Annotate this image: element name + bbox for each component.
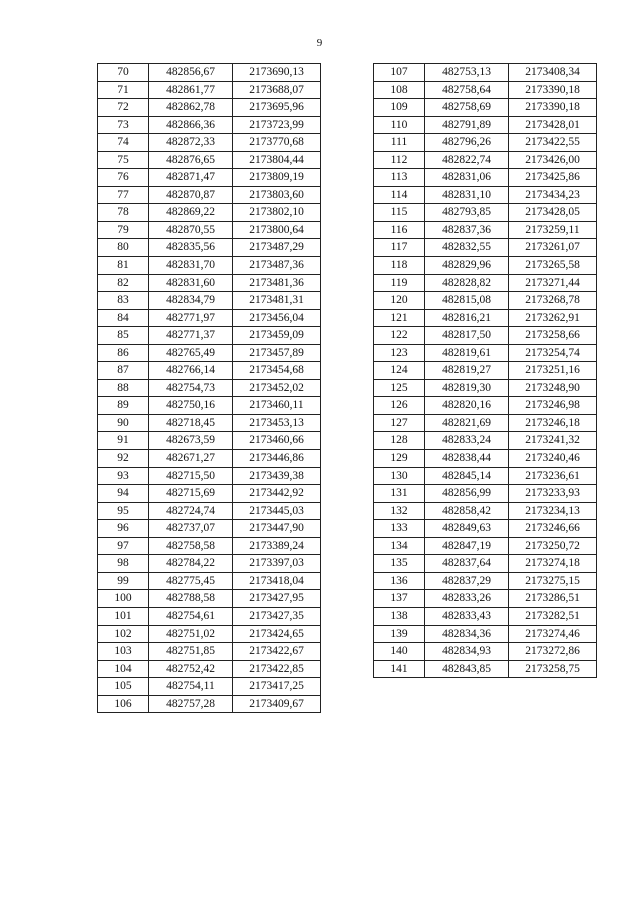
x-coordinate-cell: 482837,29: [425, 572, 509, 590]
table-row: [98, 204, 321, 222]
x-coordinate-cell: 482724,74: [149, 502, 233, 520]
point-number-cell: 89: [98, 397, 149, 415]
point-number-cell: 141: [374, 660, 425, 678]
x-coordinate-cell: 482819,30: [425, 379, 509, 397]
point-number-cell: 106: [98, 695, 149, 713]
table-row: [98, 379, 321, 397]
y-coordinate-cell: 2173265,58: [509, 257, 597, 275]
table-row: [374, 625, 597, 643]
table-row: [374, 643, 597, 661]
point-number-cell: 128: [374, 432, 425, 450]
x-coordinate-cell: 482833,24: [425, 432, 509, 450]
y-coordinate-cell: 2173426,00: [509, 151, 597, 169]
x-coordinate-cell: 482819,27: [425, 362, 509, 380]
point-number-cell: 138: [374, 607, 425, 625]
point-number-cell: 85: [98, 327, 149, 345]
x-coordinate-cell: 482715,69: [149, 485, 233, 503]
y-coordinate-cell: 2173809,19: [233, 169, 321, 187]
table-row: [374, 151, 597, 169]
table-row: [98, 467, 321, 485]
y-coordinate-cell: 2173422,55: [509, 134, 597, 152]
point-number-cell: 112: [374, 151, 425, 169]
x-coordinate-cell: 482831,60: [149, 274, 233, 292]
point-number-cell: 124: [374, 362, 425, 380]
coordinates-table-left: [97, 63, 321, 713]
table-row: [98, 643, 321, 661]
table-row: [374, 344, 597, 362]
y-coordinate-cell: 2173236,61: [509, 467, 597, 485]
table-row: [98, 257, 321, 275]
table-row: [98, 432, 321, 450]
y-coordinate-cell: 2173460,66: [233, 432, 321, 450]
table-row: [374, 134, 597, 152]
table-row: [98, 572, 321, 590]
x-coordinate-cell: 482671,27: [149, 450, 233, 468]
x-coordinate-cell: 482858,42: [425, 502, 509, 520]
point-number-cell: 109: [374, 99, 425, 117]
x-coordinate-cell: 482819,61: [425, 344, 509, 362]
point-number-cell: 76: [98, 169, 149, 187]
point-number-cell: 118: [374, 257, 425, 275]
x-coordinate-cell: 482751,85: [149, 643, 233, 661]
point-number-cell: 70: [98, 64, 149, 82]
point-number-cell: 125: [374, 379, 425, 397]
table-row: [374, 169, 597, 187]
y-coordinate-cell: 2173390,18: [509, 99, 597, 117]
y-coordinate-cell: 2173481,31: [233, 292, 321, 310]
x-coordinate-cell: 482737,07: [149, 520, 233, 538]
x-coordinate-cell: 482766,14: [149, 362, 233, 380]
point-number-cell: 98: [98, 555, 149, 573]
y-coordinate-cell: 2173240,46: [509, 450, 597, 468]
point-number-cell: 120: [374, 292, 425, 310]
x-coordinate-cell: 482834,36: [425, 625, 509, 643]
table-row: [374, 502, 597, 520]
x-coordinate-cell: 482870,87: [149, 186, 233, 204]
point-number-cell: 123: [374, 344, 425, 362]
point-number-cell: 136: [374, 572, 425, 590]
table-row: [98, 169, 321, 187]
x-coordinate-cell: 482837,36: [425, 221, 509, 239]
table-row: [98, 537, 321, 555]
y-coordinate-cell: 2173695,96: [233, 99, 321, 117]
table-row: [98, 520, 321, 538]
x-coordinate-cell: 482793,85: [425, 204, 509, 222]
y-coordinate-cell: 2173422,85: [233, 660, 321, 678]
y-coordinate-cell: 2173800,64: [233, 221, 321, 239]
y-coordinate-cell: 2173481,36: [233, 274, 321, 292]
x-coordinate-cell: 482833,43: [425, 607, 509, 625]
table-row: [98, 274, 321, 292]
x-coordinate-cell: 482861,77: [149, 81, 233, 99]
y-coordinate-cell: 2173262,91: [509, 309, 597, 327]
table-row: [98, 590, 321, 608]
y-coordinate-cell: 2173447,90: [233, 520, 321, 538]
x-coordinate-cell: 482715,50: [149, 467, 233, 485]
y-coordinate-cell: 2173248,90: [509, 379, 597, 397]
table-row: [98, 327, 321, 345]
table-row: [374, 81, 597, 99]
y-coordinate-cell: 2173258,75: [509, 660, 597, 678]
point-number-cell: 122: [374, 327, 425, 345]
y-coordinate-cell: 2173442,92: [233, 485, 321, 503]
table-row: [374, 274, 597, 292]
table-row: [98, 186, 321, 204]
point-number-cell: 139: [374, 625, 425, 643]
table-row: [98, 362, 321, 380]
y-coordinate-cell: 2173275,15: [509, 572, 597, 590]
x-coordinate-cell: 482829,96: [425, 257, 509, 275]
y-coordinate-cell: 2173428,01: [509, 116, 597, 134]
y-coordinate-cell: 2173427,95: [233, 590, 321, 608]
table-row: [98, 309, 321, 327]
table-row: [98, 64, 321, 82]
point-number-cell: 84: [98, 309, 149, 327]
point-number-cell: 81: [98, 257, 149, 275]
table-row: [374, 537, 597, 555]
table-row: [374, 467, 597, 485]
point-number-cell: 108: [374, 81, 425, 99]
y-coordinate-cell: 2173446,86: [233, 450, 321, 468]
point-number-cell: 135: [374, 555, 425, 573]
x-coordinate-cell: 482796,26: [425, 134, 509, 152]
x-coordinate-cell: 482832,55: [425, 239, 509, 257]
table-row: [374, 99, 597, 117]
y-coordinate-cell: 2173272,86: [509, 643, 597, 661]
x-coordinate-cell: 482856,67: [149, 64, 233, 82]
y-coordinate-cell: 2173286,51: [509, 590, 597, 608]
point-number-cell: 93: [98, 467, 149, 485]
point-number-cell: 113: [374, 169, 425, 187]
table-row: [98, 292, 321, 310]
y-coordinate-cell: 2173282,51: [509, 607, 597, 625]
table-row: [374, 572, 597, 590]
table-row: [374, 397, 597, 415]
point-number-cell: 133: [374, 520, 425, 538]
y-coordinate-cell: 2173452,02: [233, 379, 321, 397]
y-coordinate-cell: 2173690,13: [233, 64, 321, 82]
x-coordinate-cell: 482758,58: [149, 537, 233, 555]
y-coordinate-cell: 2173408,34: [509, 64, 597, 82]
y-coordinate-cell: 2173234,13: [509, 502, 597, 520]
point-number-cell: 115: [374, 204, 425, 222]
y-coordinate-cell: 2173418,04: [233, 572, 321, 590]
point-number-cell: 127: [374, 414, 425, 432]
table-row: [98, 99, 321, 117]
table-row: [98, 607, 321, 625]
table-row: [98, 678, 321, 696]
point-number-cell: 104: [98, 660, 149, 678]
y-coordinate-cell: 2173261,07: [509, 239, 597, 257]
y-coordinate-cell: 2173428,05: [509, 204, 597, 222]
y-coordinate-cell: 2173487,29: [233, 239, 321, 257]
table-row: [98, 344, 321, 362]
point-number-cell: 117: [374, 239, 425, 257]
table-row: [374, 309, 597, 327]
x-coordinate-cell: 482849,63: [425, 520, 509, 538]
y-coordinate-cell: 2173802,10: [233, 204, 321, 222]
point-number-cell: 103: [98, 643, 149, 661]
point-number-cell: 132: [374, 502, 425, 520]
x-coordinate-cell: 482758,69: [425, 99, 509, 117]
x-coordinate-cell: 482754,11: [149, 678, 233, 696]
point-number-cell: 97: [98, 537, 149, 555]
point-number-cell: 134: [374, 537, 425, 555]
x-coordinate-cell: 482876,65: [149, 151, 233, 169]
x-coordinate-cell: 482870,55: [149, 221, 233, 239]
x-coordinate-cell: 482752,42: [149, 660, 233, 678]
y-coordinate-cell: 2173233,93: [509, 485, 597, 503]
point-number-cell: 105: [98, 678, 149, 696]
y-coordinate-cell: 2173246,18: [509, 414, 597, 432]
y-coordinate-cell: 2173439,38: [233, 467, 321, 485]
point-number-cell: 107: [374, 64, 425, 82]
point-number-cell: 95: [98, 502, 149, 520]
table-row: [98, 625, 321, 643]
y-coordinate-cell: 2173417,25: [233, 678, 321, 696]
table-row: [374, 116, 597, 134]
x-coordinate-cell: 482754,61: [149, 607, 233, 625]
table-row: [374, 607, 597, 625]
y-coordinate-cell: 2173457,89: [233, 344, 321, 362]
x-coordinate-cell: 482866,36: [149, 116, 233, 134]
x-coordinate-cell: 482771,97: [149, 309, 233, 327]
point-number-cell: 111: [374, 134, 425, 152]
x-coordinate-cell: 482834,79: [149, 292, 233, 310]
point-number-cell: 121: [374, 309, 425, 327]
x-coordinate-cell: 482816,21: [425, 309, 509, 327]
y-coordinate-cell: 2173274,18: [509, 555, 597, 573]
point-number-cell: 99: [98, 572, 149, 590]
table-row: [98, 134, 321, 152]
point-number-cell: 91: [98, 432, 149, 450]
y-coordinate-cell: 2173268,78: [509, 292, 597, 310]
y-coordinate-cell: 2173804,44: [233, 151, 321, 169]
x-coordinate-cell: 482834,93: [425, 643, 509, 661]
y-coordinate-cell: 2173258,66: [509, 327, 597, 345]
table-row: [98, 555, 321, 573]
x-coordinate-cell: 482835,56: [149, 239, 233, 257]
point-number-cell: 87: [98, 362, 149, 380]
point-number-cell: 102: [98, 625, 149, 643]
coordinates-table-right: [373, 63, 597, 678]
y-coordinate-cell: 2173271,44: [509, 274, 597, 292]
x-coordinate-cell: 482822,74: [425, 151, 509, 169]
point-number-cell: 88: [98, 379, 149, 397]
point-number-cell: 77: [98, 186, 149, 204]
x-coordinate-cell: 482845,14: [425, 467, 509, 485]
point-number-cell: 82: [98, 274, 149, 292]
x-coordinate-cell: 482828,82: [425, 274, 509, 292]
point-number-cell: 72: [98, 99, 149, 117]
point-number-cell: 80: [98, 239, 149, 257]
x-coordinate-cell: 482831,70: [149, 257, 233, 275]
table-body: [98, 64, 321, 713]
table-row: [374, 485, 597, 503]
table-row: [98, 81, 321, 99]
table-body: [374, 64, 597, 678]
y-coordinate-cell: 2173251,16: [509, 362, 597, 380]
x-coordinate-cell: 482833,26: [425, 590, 509, 608]
table-row: [374, 186, 597, 204]
table-row: [374, 257, 597, 275]
y-coordinate-cell: 2173688,07: [233, 81, 321, 99]
point-number-cell: 110: [374, 116, 425, 134]
point-number-cell: 126: [374, 397, 425, 415]
point-number-cell: 100: [98, 590, 149, 608]
x-coordinate-cell: 482821,69: [425, 414, 509, 432]
table-row: [98, 151, 321, 169]
y-coordinate-cell: 2173723,99: [233, 116, 321, 134]
table-row: [374, 555, 597, 573]
table-row: [98, 116, 321, 134]
point-number-cell: 86: [98, 344, 149, 362]
point-number-cell: 140: [374, 643, 425, 661]
table-row: [98, 660, 321, 678]
x-coordinate-cell: 482869,22: [149, 204, 233, 222]
y-coordinate-cell: 2173274,46: [509, 625, 597, 643]
y-coordinate-cell: 2173241,32: [509, 432, 597, 450]
table-row: [98, 221, 321, 239]
x-coordinate-cell: 482784,22: [149, 555, 233, 573]
y-coordinate-cell: 2173397,03: [233, 555, 321, 573]
table-row: [374, 660, 597, 678]
table-row: [98, 414, 321, 432]
y-coordinate-cell: 2173422,67: [233, 643, 321, 661]
table-row: [374, 64, 597, 82]
x-coordinate-cell: 482871,47: [149, 169, 233, 187]
y-coordinate-cell: 2173259,11: [509, 221, 597, 239]
y-coordinate-cell: 2173434,23: [509, 186, 597, 204]
y-coordinate-cell: 2173803,60: [233, 186, 321, 204]
x-coordinate-cell: 482765,49: [149, 344, 233, 362]
point-number-cell: 131: [374, 485, 425, 503]
x-coordinate-cell: 482791,89: [425, 116, 509, 134]
y-coordinate-cell: 2173453,13: [233, 414, 321, 432]
x-coordinate-cell: 482831,06: [425, 169, 509, 187]
x-coordinate-cell: 482771,37: [149, 327, 233, 345]
page-number: 9: [316, 37, 323, 49]
table-row: [374, 450, 597, 468]
x-coordinate-cell: 482872,33: [149, 134, 233, 152]
point-number-cell: 71: [98, 81, 149, 99]
table-row: [374, 239, 597, 257]
y-coordinate-cell: 2173445,03: [233, 502, 321, 520]
y-coordinate-cell: 2173390,18: [509, 81, 597, 99]
table-row: [374, 221, 597, 239]
x-coordinate-cell: 482862,78: [149, 99, 233, 117]
table-row: [98, 485, 321, 503]
point-number-cell: 79: [98, 221, 149, 239]
x-coordinate-cell: 482754,73: [149, 379, 233, 397]
x-coordinate-cell: 482847,19: [425, 537, 509, 555]
table-row: [98, 450, 321, 468]
point-number-cell: 137: [374, 590, 425, 608]
table-row: [374, 379, 597, 397]
x-coordinate-cell: 482820,16: [425, 397, 509, 415]
y-coordinate-cell: 2173427,35: [233, 607, 321, 625]
point-number-cell: 90: [98, 414, 149, 432]
point-number-cell: 130: [374, 467, 425, 485]
x-coordinate-cell: 482838,44: [425, 450, 509, 468]
x-coordinate-cell: 482757,28: [149, 695, 233, 713]
table-row: [98, 502, 321, 520]
point-number-cell: 78: [98, 204, 149, 222]
x-coordinate-cell: 482815,08: [425, 292, 509, 310]
y-coordinate-cell: 2173409,67: [233, 695, 321, 713]
point-number-cell: 114: [374, 186, 425, 204]
point-number-cell: 96: [98, 520, 149, 538]
y-coordinate-cell: 2173246,98: [509, 397, 597, 415]
table-row: [374, 204, 597, 222]
y-coordinate-cell: 2173487,36: [233, 257, 321, 275]
point-number-cell: 74: [98, 134, 149, 152]
point-number-cell: 94: [98, 485, 149, 503]
point-number-cell: 73: [98, 116, 149, 134]
x-coordinate-cell: 482753,13: [425, 64, 509, 82]
point-number-cell: 101: [98, 607, 149, 625]
x-coordinate-cell: 482837,64: [425, 555, 509, 573]
point-number-cell: 83: [98, 292, 149, 310]
x-coordinate-cell: 482788,58: [149, 590, 233, 608]
y-coordinate-cell: 2173246,66: [509, 520, 597, 538]
y-coordinate-cell: 2173460,11: [233, 397, 321, 415]
y-coordinate-cell: 2173254,74: [509, 344, 597, 362]
x-coordinate-cell: 482673,59: [149, 432, 233, 450]
x-coordinate-cell: 482831,10: [425, 186, 509, 204]
y-coordinate-cell: 2173250,72: [509, 537, 597, 555]
table-row: [98, 397, 321, 415]
table-row: [374, 327, 597, 345]
x-coordinate-cell: 482750,16: [149, 397, 233, 415]
y-coordinate-cell: 2173770,68: [233, 134, 321, 152]
table-row: [374, 432, 597, 450]
table-row: [374, 414, 597, 432]
x-coordinate-cell: 482775,45: [149, 572, 233, 590]
y-coordinate-cell: 2173425,86: [509, 169, 597, 187]
y-coordinate-cell: 2173454,68: [233, 362, 321, 380]
x-coordinate-cell: 482843,85: [425, 660, 509, 678]
x-coordinate-cell: 482751,02: [149, 625, 233, 643]
point-number-cell: 129: [374, 450, 425, 468]
table-row: [374, 520, 597, 538]
point-number-cell: 116: [374, 221, 425, 239]
y-coordinate-cell: 2173456,04: [233, 309, 321, 327]
x-coordinate-cell: 482758,64: [425, 81, 509, 99]
table-row: [98, 695, 321, 713]
y-coordinate-cell: 2173424,65: [233, 625, 321, 643]
table-row: [374, 590, 597, 608]
point-number-cell: 92: [98, 450, 149, 468]
table-row: [98, 239, 321, 257]
x-coordinate-cell: 482817,50: [425, 327, 509, 345]
x-coordinate-cell: 482856,99: [425, 485, 509, 503]
y-coordinate-cell: 2173459,09: [233, 327, 321, 345]
point-number-cell: 119: [374, 274, 425, 292]
table-row: [374, 292, 597, 310]
point-number-cell: 75: [98, 151, 149, 169]
x-coordinate-cell: 482718,45: [149, 414, 233, 432]
table-row: [374, 362, 597, 380]
y-coordinate-cell: 2173389,24: [233, 537, 321, 555]
